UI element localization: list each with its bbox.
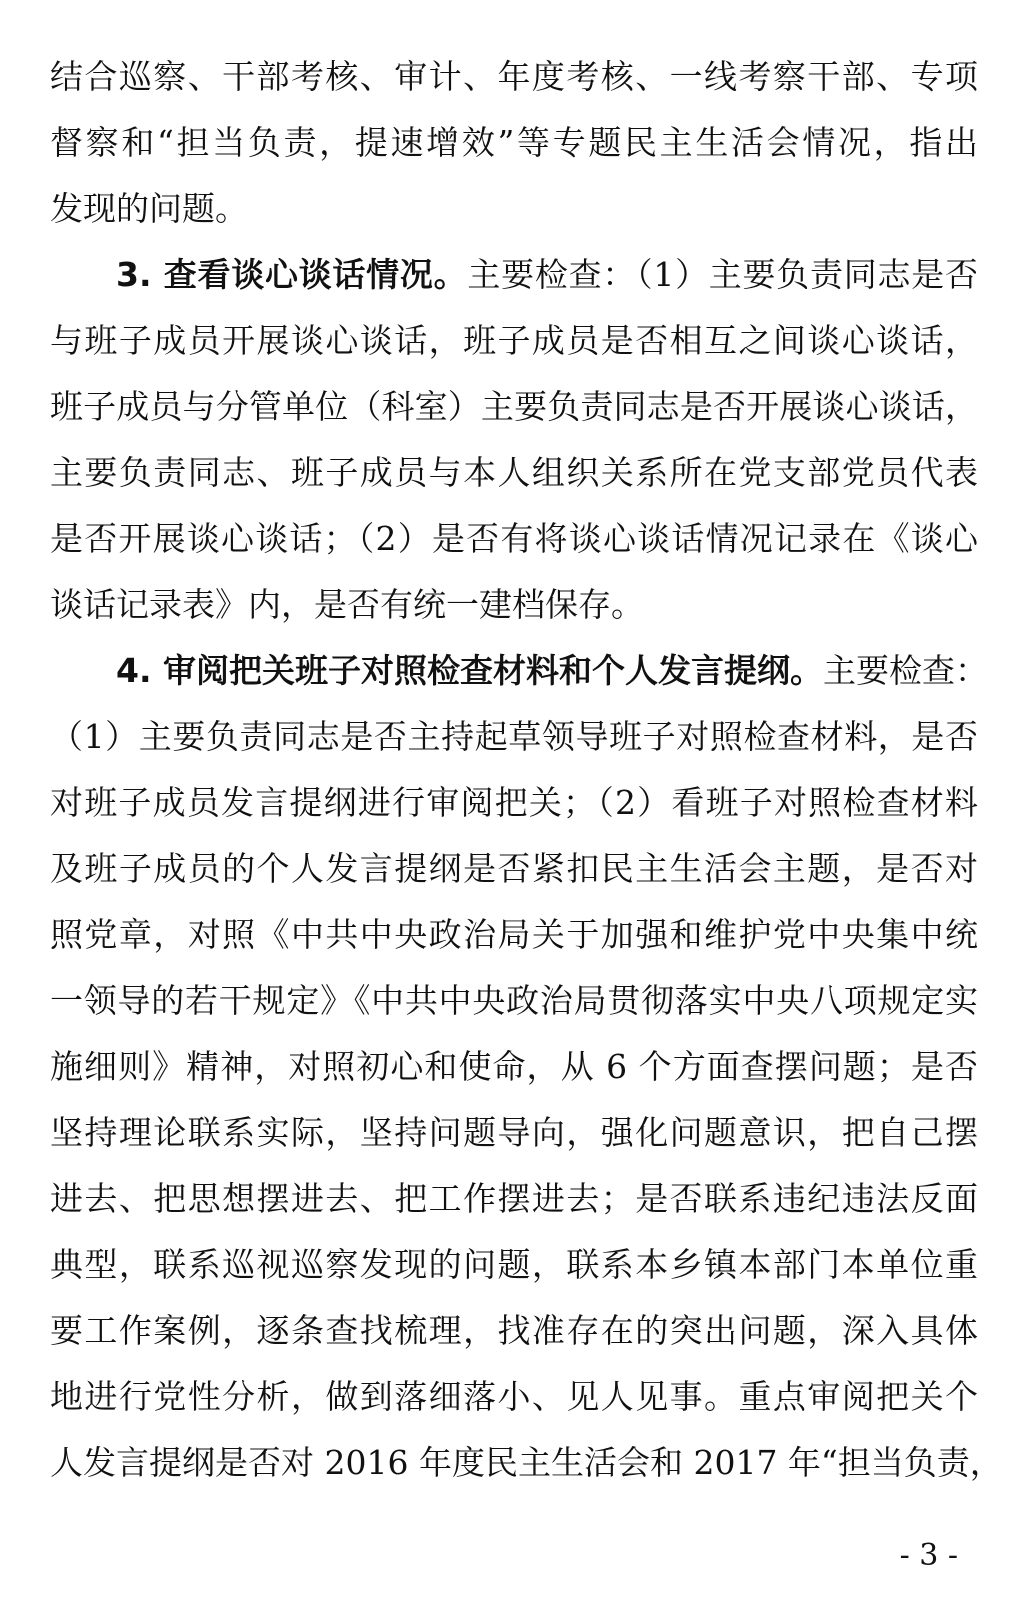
- text-line-22: 要工作案例，逐条查找梳理，找准存在的突出问题，深入具体: [50, 1311, 978, 1350]
- section-3-heading: 3. 查看谈心谈话情况。: [116, 255, 468, 294]
- text-line-8: 主要负责同志、班子成员与本人组织关系所在党支部党员代表: [50, 453, 978, 492]
- text-line-19: 坚持理论联系实际，坚持问题导向，强化问题意识，把自己摆: [50, 1113, 978, 1152]
- text-line-18: 施细则》精神，对照初心和使命，从 6 个方面查摆问题；是否: [50, 1047, 978, 1086]
- text-line-9: 是否开展谈心谈话；（2）是否有将谈心谈话情况记录在《谈心: [50, 519, 978, 558]
- section-4-heading: 4. 审阅把关班子对照检查材料和个人发言提纲。: [116, 651, 823, 690]
- text-line-23: 地进行党性分析，做到落细落小、见人见事。重点审阅把关个: [50, 1377, 978, 1416]
- text-line-2: 督察和“担当负责，提速增效”等专题民主生活会情况，指出: [50, 123, 978, 162]
- text-line-15: 及班子成员的个人发言提纲是否紧扣民主生活会主题，是否对: [50, 849, 978, 888]
- section-4-line: [116, 638, 988, 704]
- text-line-7: 班子成员与分管单位（科室）主要负责同志是否开展谈心谈话，: [50, 387, 978, 426]
- text-line-1: 结合巡察、干部考核、审计、年度考核、一线考察干部、专项: [50, 57, 978, 96]
- text-line-21: 典型，联系巡视巡察发现的问题，联系本乡镇本部门本单位重: [50, 1245, 978, 1284]
- section-3-line: [116, 242, 978, 308]
- text-line-10: 谈话记录表》内，是否有统一建档保存。: [50, 585, 644, 624]
- text-line-16: 照党章，对照《中共中央政治局关于加强和维护党中央集中统: [50, 915, 978, 954]
- section-3-intro: 主要检查：（1）主要负责同志是否: [467, 255, 978, 294]
- text-line-3: 发现的问题。: [50, 189, 248, 228]
- text-line-24: 人发言提纲是否对 2016 年度民主生活会和 2017 年“担当负责，: [50, 1443, 1003, 1482]
- text-line-13: （1）主要负责同志是否主持起草领导班子对照检查材料，是否: [50, 717, 978, 756]
- text-line-14: 对班子成员发言提纲进行审阅把关；（2）看班子对照检查材料: [50, 783, 978, 822]
- text-line-20: 进去、把思想摆进去、把工作摆进去；是否联系违纪违法反面: [50, 1179, 978, 1218]
- page-number: - 3 -: [899, 1538, 958, 1573]
- section-4-intro: 主要检查：: [823, 651, 988, 690]
- text-line-6: 与班子成员开展谈心谈话，班子成员是否相互之间谈心谈话，: [50, 321, 978, 360]
- text-line-17: 一领导的若干规定》《中共中央政治局贯彻落实中央八项规定实: [50, 981, 978, 1020]
